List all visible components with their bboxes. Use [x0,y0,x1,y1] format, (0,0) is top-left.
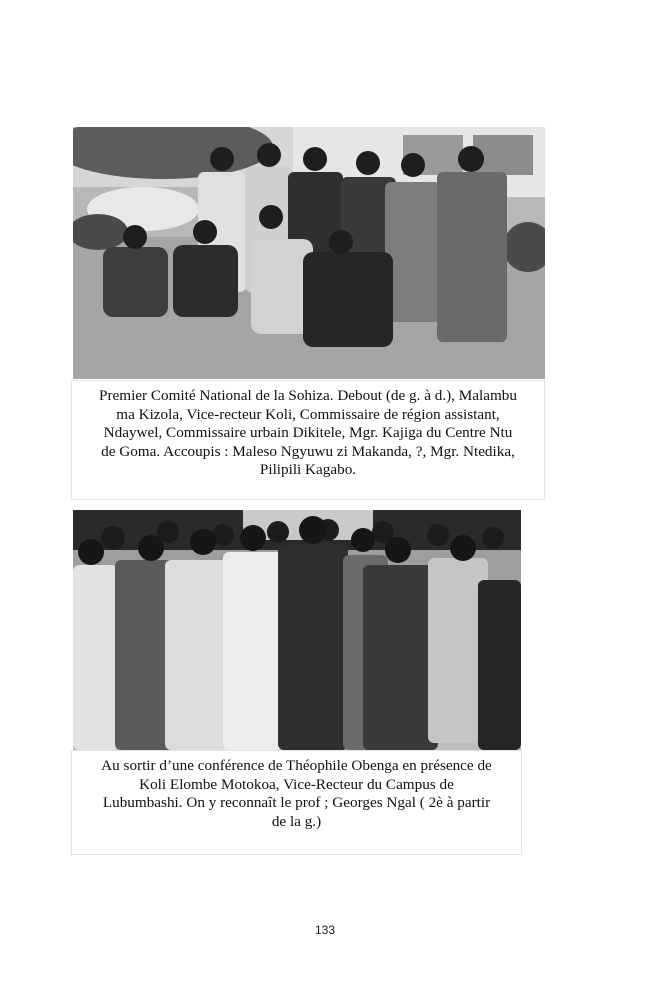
caption-line: de la g.) [271,812,322,830]
caption-line: Lubumbashi. On y reconnaît le prof ; Georges Ngal ( 2è à partir [102,794,491,812]
photo-caption [71,750,522,855]
caption-line: de Goma. Accoupis : Maleso Ngyuwu zi Makanda, ?, Mgr. Ntedika, [101,442,515,460]
caption-line: Ndaywel, Commissaire urbain Dikitele, Mgr. Kajiga du Centre Ntu [103,424,513,442]
caption-line: ma Kizola, Vice-recteur Koli, Commissaire de région assistant, [116,405,500,423]
page-number: 133 [314,923,336,937]
group-photo-conference [73,510,521,750]
caption-line: Pilipili Kagabo. [259,461,357,479]
group-photo-sohiza-committee [73,127,545,379]
caption-line: Au sortir d’une conférence de Théophile Obenga en présence de [101,757,492,774]
caption-line: Koli Elombe Motokoa, Vice-Recteur du Campus de [139,775,454,793]
photo-caption [71,380,545,500]
caption-line: Premier Comité National de la Sohiza. Debout (de g. à d.), Malambu [99,387,517,404]
